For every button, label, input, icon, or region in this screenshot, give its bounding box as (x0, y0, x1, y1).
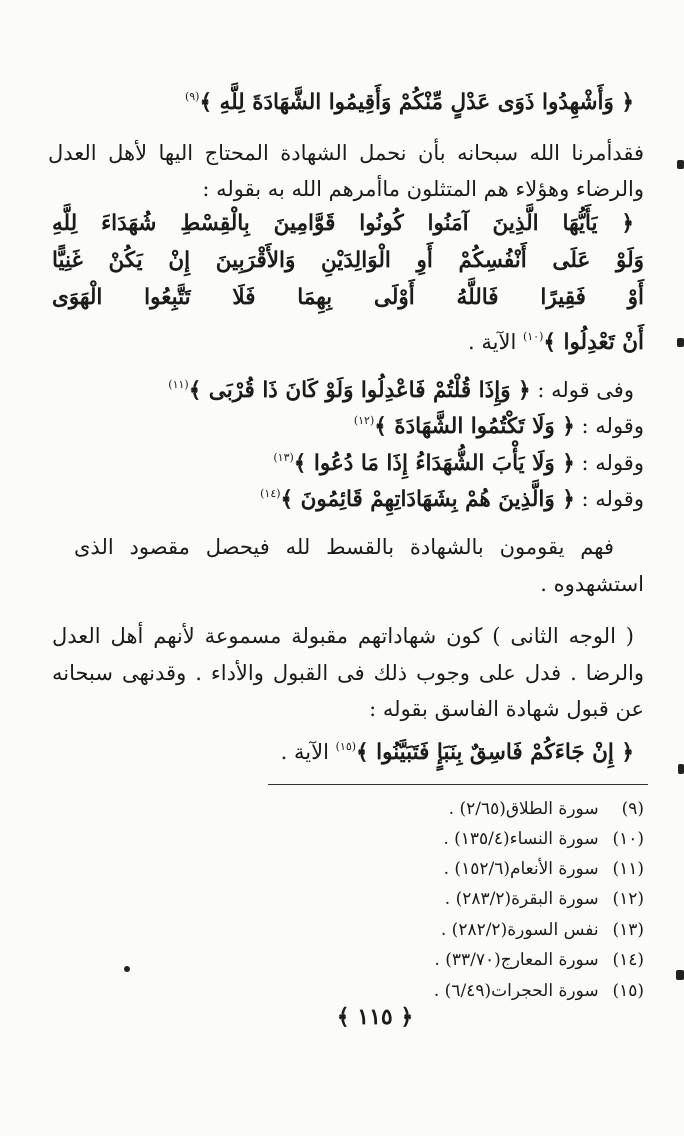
footnote-number: (١١) (612, 859, 644, 879)
footnote-number: (١٢) (612, 889, 644, 909)
footnote-9 (344, 797, 644, 821)
para1-line1: فقدأمرنا الله سبحانه بأن نحمل الشهادة المحتاج اليها لأهل العدل (48, 141, 644, 165)
para2-line2: استشهدوه . (540, 572, 644, 596)
footnote-ref-9: (٩) (184, 90, 200, 103)
para3-line2: والرضا . فدل على وجوب ذلك فى القبول والأداء . وقدنهى سبحانه (52, 661, 644, 685)
footnote-ref-12: (١٢) (353, 414, 375, 427)
quote-4 (260, 477, 644, 517)
page-number: ﴿ ١١٥ ﴾ (336, 1004, 414, 1030)
verse-long-line4-tail: الآية . (468, 330, 523, 354)
scan-mark (676, 970, 684, 980)
footnote-number: (١٤) (612, 950, 644, 970)
quote-1-prefix: وفى قوله : (530, 378, 634, 402)
verse-long-line4 (468, 320, 644, 360)
footnote-number: (١٠) (612, 829, 644, 849)
quote-3-verse: ﴿ وَلَا يَأْبَ الشُّهَدَاءُ إِذَا مَا دُعُوا ﴾ (293, 451, 575, 476)
footnote-11 (344, 857, 644, 881)
footnote-ref-10: (١٠) (522, 330, 544, 343)
footnote-text: سورة النساء(١٣٥/٤) . (443, 829, 599, 849)
quote-3 (273, 441, 644, 481)
para1-line2: والرضاء وهؤلاء هم المتثلون ماأمرهم الله به بقوله : (202, 177, 644, 201)
footnote-15 (344, 979, 644, 1003)
scan-mark (124, 966, 130, 972)
verse-bottom (281, 730, 634, 770)
verse-long-line1: ﴿ يَأَيُّهَا الَّذِينَ آمَنُوا كُونُوا قَوَّامِينَ بِالْقِسْطِ شُهَدَاءَ لِلَّهِ (52, 211, 634, 236)
verse-top (185, 80, 634, 120)
footnote-text: سورة البقرة(٢٨٣/٢) . (444, 889, 599, 909)
footnote-12 (344, 887, 644, 911)
quote-4-prefix: وقوله : (574, 487, 644, 511)
footnote-number: (١٥) (612, 981, 644, 1001)
footnote-ref-13: (١٣) (273, 451, 294, 464)
verse-top-text: ﴿ وَأَشْهِدُوا ذَوَى عَدْلٍ مِّنْكُمْ وَأَقِيمُوا الشَّهَادَةَ لِلَّهِ ﴾ (199, 90, 634, 115)
quote-1 (168, 368, 634, 408)
para3-line3: عن قبول شهادة الفاسق بقوله : (369, 697, 644, 721)
footnote-text: سورة الأنعام(١٥٢/٦) . (443, 859, 599, 879)
verse-long-line3: أَوْ فَقِيرًا فَاللَّهُ أَوْلَى بِهِمَا فَلَا تَتَّبِعُوا الْهَوَى (52, 285, 644, 310)
footnote-number: (٩) (621, 799, 644, 819)
verse-long-line4-text: أَنْ تَعْدِلُوا ﴾ (543, 330, 644, 355)
footnote-13 (344, 918, 644, 942)
quote-2-verse: ﴿ وَلَا تَكْتُمُوا الشَّهَادَةَ ﴾ (374, 414, 575, 439)
verse-long-line2: وَلَوْ عَلَى أَنْفُسِكُمْ أَوِ الْوَالِدَيْنِ وَالأَقْرَبِينَ إِنْ يَكُنْ غَنِيًّا (52, 248, 644, 273)
footnote-ref-11: (١١) (168, 378, 189, 391)
footnote-10 (344, 827, 644, 851)
scan-mark (678, 764, 684, 774)
para2-line1: فهم يقومون بالشهادة بالقسط لله فيحصل مقصود الذى (74, 535, 614, 559)
footnote-14 (344, 948, 644, 972)
quote-2 (354, 404, 644, 444)
verse-bottom-tail: الآية . (280, 740, 336, 764)
quote-4-verse: ﴿ وَالَّذِينَ هُمْ بِشَهَادَاتِهِمْ قَائِمُونَ ﴾ (280, 487, 575, 512)
scan-mark (677, 338, 684, 347)
footnote-number: (١٣) (612, 920, 644, 940)
footnote-text: سورة الحجرات(٦/٤٩) . (433, 981, 599, 1001)
verse-bottom-text: ﴿ إِنْ جَاءَكُمْ فَاسِقٌ بِنَبَإٍ فَتَبَيَّنُوا ﴾ (356, 740, 634, 765)
footnote-text: نفس السورة(٢٨٢/٢) . (440, 920, 599, 940)
para3-line1: ( الوجه الثانى ) كون شهاداتهم مقبولة مسموعة لأنهم أهل العدل (52, 624, 634, 648)
footnote-text: سورة المعارج(٣٣/٧٠) . (434, 950, 599, 970)
footnote-text: سورة الطلاق(٢/٦٥) . (448, 799, 599, 819)
footnote-ref-15: (١٥) (335, 740, 357, 753)
footnote-divider (268, 784, 648, 785)
quote-2-prefix: وقوله : (574, 414, 644, 438)
scan-mark (677, 160, 684, 169)
quote-3-prefix: وقوله : (574, 451, 644, 475)
footnote-ref-14: (١٤) (260, 487, 281, 500)
quote-1-verse: ﴿ وَإِذَا قُلْتُمْ فَاعْدِلُوا وَلَوْ كَانَ ذَا قُرْبَى ﴾ (188, 378, 531, 403)
